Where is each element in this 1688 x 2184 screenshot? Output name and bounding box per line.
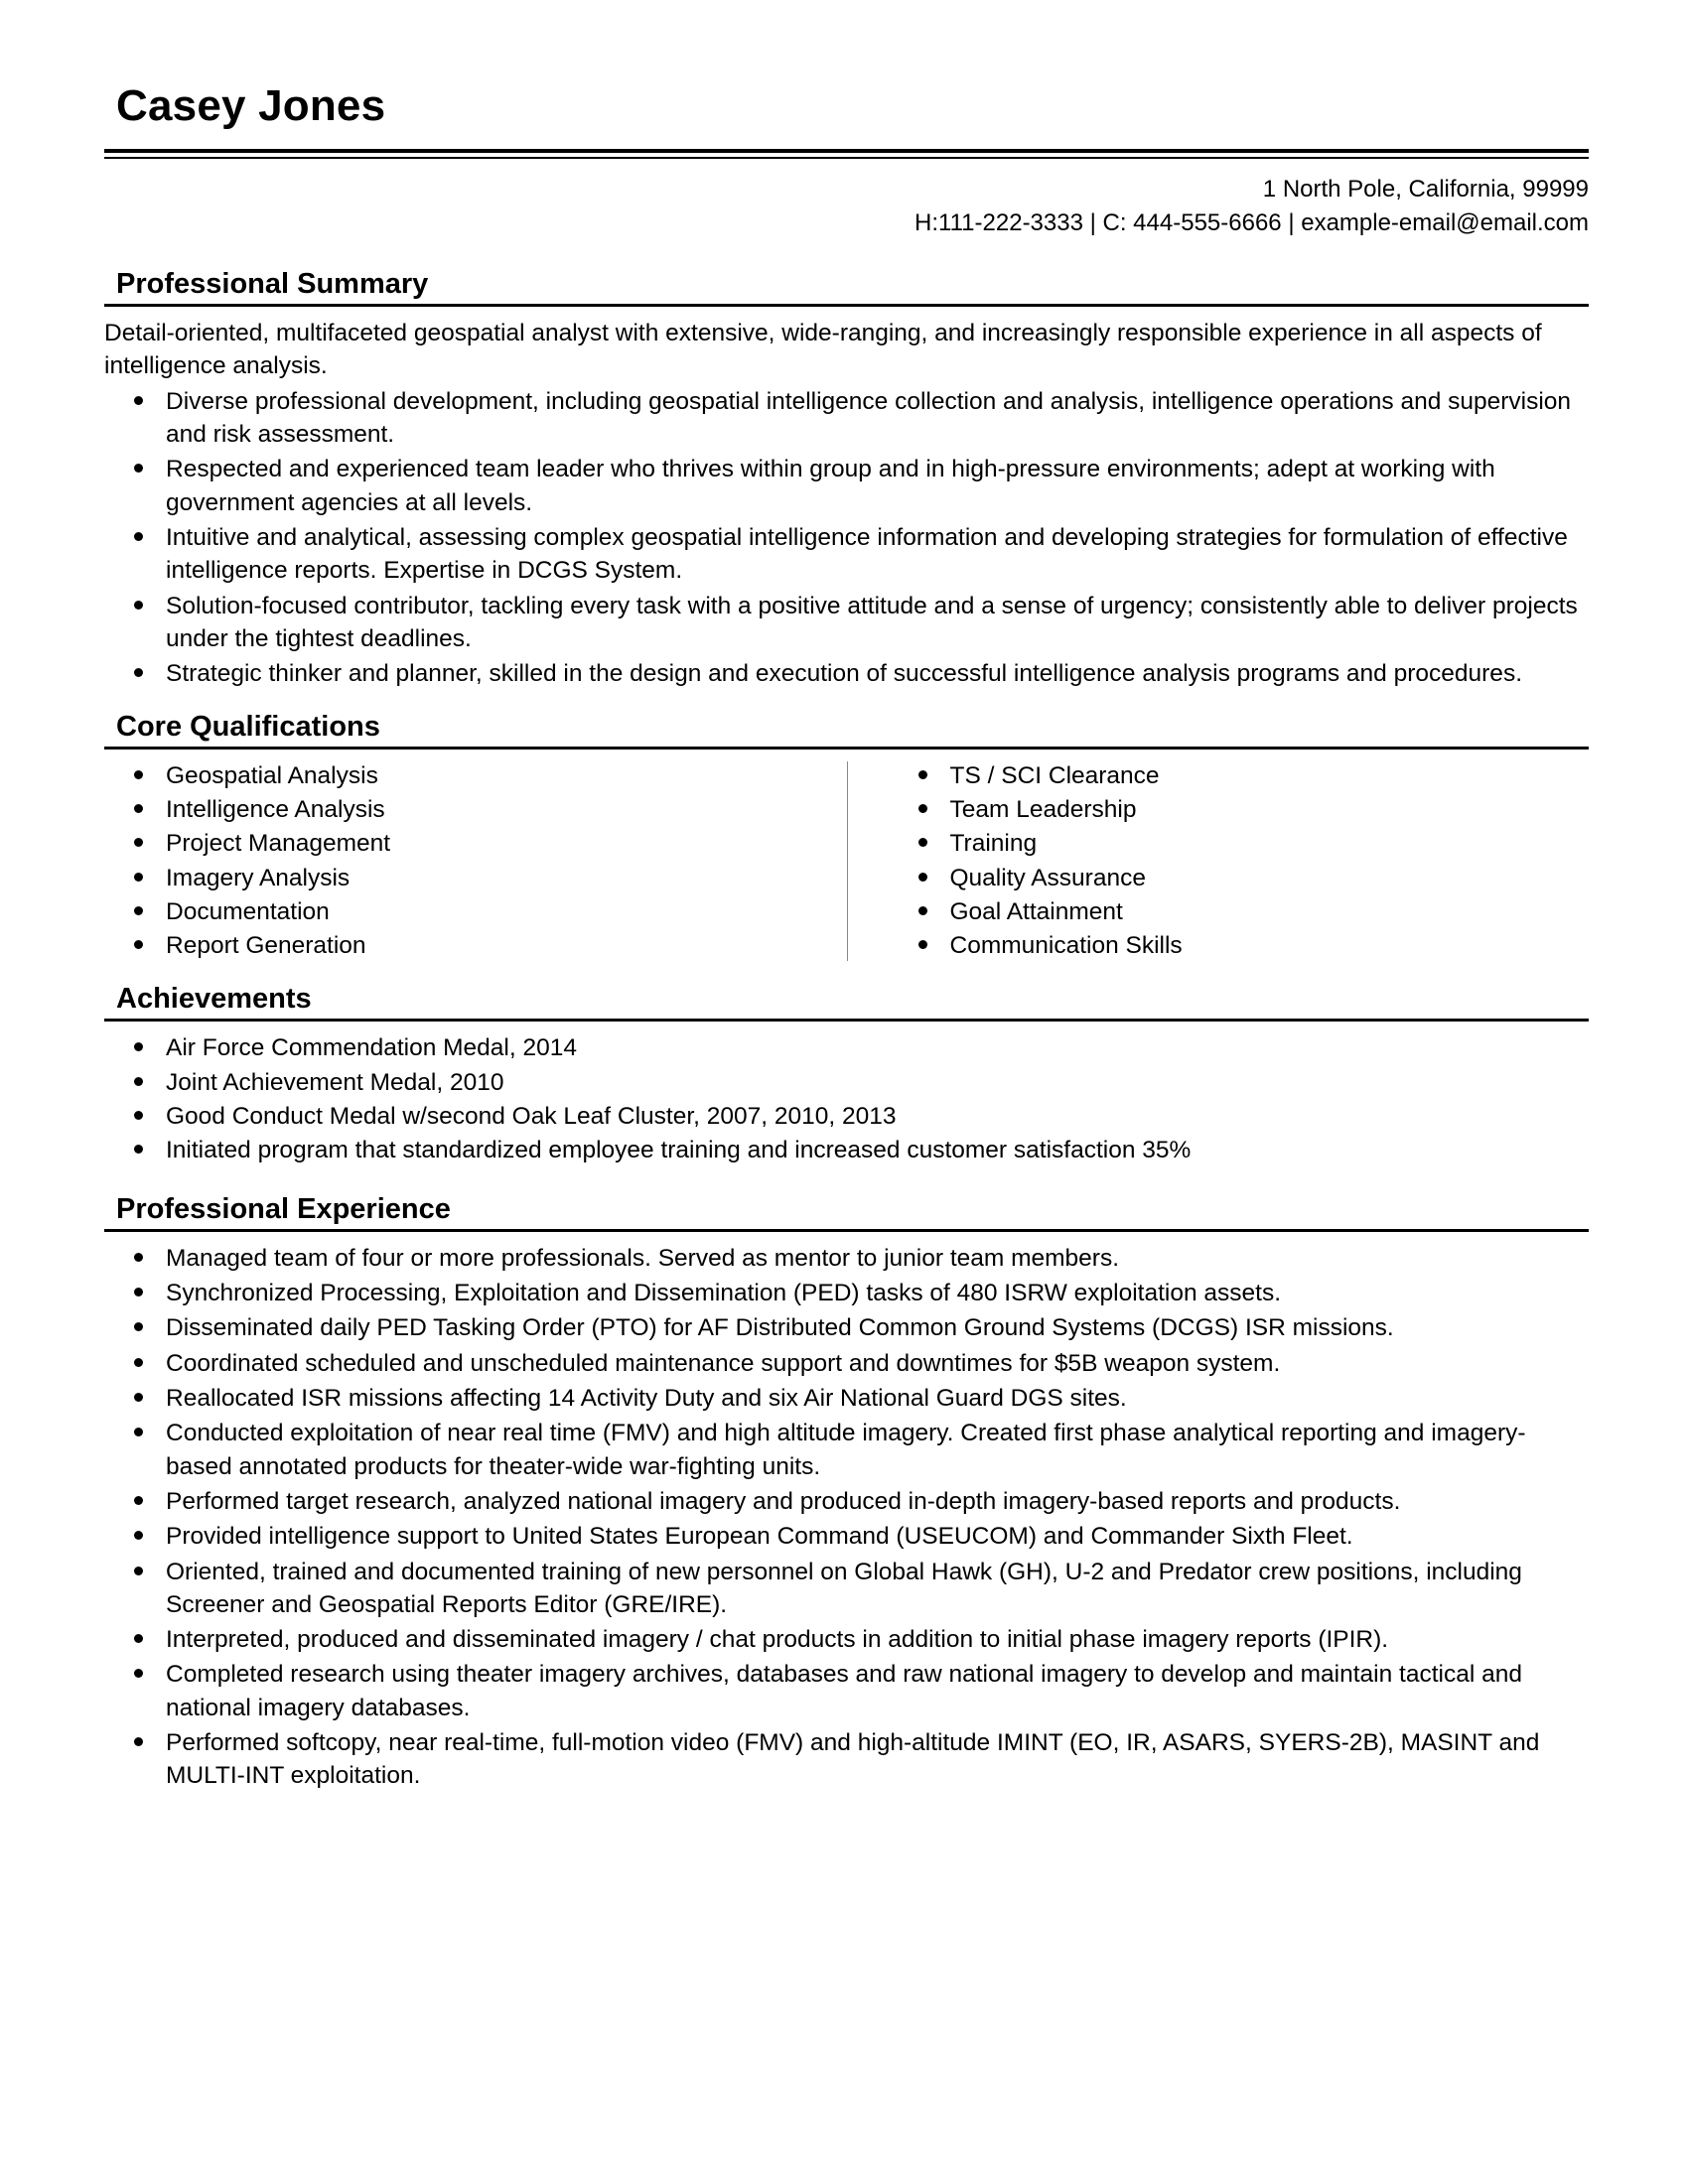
list-item: Good Conduct Medal w/second Oak Leaf Cluster, 2007, 2010, 2013	[104, 1100, 1589, 1133]
list-item: Report Generation	[104, 929, 847, 962]
list-item: Solution-focused contributor, tackling every task with a positive attitude and a sense of urgency; consistently able to deliver projects under the tightest deadlines.	[104, 590, 1589, 656]
list-item: Oriented, trained and documented training of new personnel on Global Hawk (GH), U-2 and Predator crew positions, including Screener and Geospatial Reports Editor (GRE/IRE).	[104, 1556, 1589, 1622]
list-item: Disseminated daily PED Tasking Order (PTO) for AF Distributed Common Ground Systems (DCGS) ISR missions.	[104, 1311, 1589, 1344]
list-item: Initiated program that standardized employee training and increased customer satisfaction 35%	[104, 1134, 1589, 1166]
list-item: Air Force Commendation Medal, 2014	[104, 1031, 1589, 1064]
list-item: Communication Skills	[889, 929, 1590, 962]
list-item: Intuitive and analytical, assessing complex geospatial intelligence information and developing strategies for formulation of effective intelligence reports. Expertise in DCGS System.	[104, 521, 1589, 588]
list-item: Conducted exploitation of near real time (FMV) and high altitude imagery. Created first phase analytical reporting and imagery-based annotated products for theater-wide war-fighting units.	[104, 1417, 1589, 1483]
qualifications-left-column	[104, 759, 847, 964]
section-title-summary: Professional Summary	[116, 268, 429, 301]
list-item: Completed research using theater imagery archives, databases and raw national imagery to develop and maintain tactical and national imagery databases.	[104, 1658, 1589, 1724]
contact-address: 1 North Pole, California, 99999	[1262, 176, 1589, 203]
section-core-qualifications	[104, 711, 1589, 964]
list-item: Respected and experienced team leader who thrives within group and in high-pressure environments; adept at working with government agencies at all levels.	[104, 453, 1589, 519]
resume-header	[104, 81, 1589, 240]
list-item: Performed softcopy, near real-time, full-motion video (FMV) and high-altitude IMINT (EO, IR, ASARS, SYERS-2B), MASINT and MULTI-INT exploitation.	[104, 1726, 1589, 1793]
list-item: Reallocated ISR missions affecting 14 Activity Duty and six Air National Guard DGS sites.	[104, 1382, 1589, 1415]
candidate-name: Casey Jones	[116, 81, 386, 130]
contact-block	[104, 173, 1589, 240]
list-item: Interpreted, produced and disseminated imagery / chat products in addition to initial phase imagery reports (IPIR).	[104, 1623, 1589, 1656]
section-title-achievements: Achievements	[116, 983, 312, 1016]
qualifications-right-column	[847, 759, 1590, 964]
qualifications-left-list	[104, 759, 847, 963]
section-rule-achievements	[104, 1019, 1589, 1022]
section-rule-summary	[104, 304, 1589, 307]
section-title-qualifications: Core Qualifications	[116, 710, 380, 743]
list-item: Imagery Analysis	[104, 862, 847, 894]
list-item: Strategic thinker and planner, skilled in the design and execution of successful intelligence analysis programs and procedures.	[104, 657, 1589, 690]
header-divider	[104, 149, 1589, 159]
list-item: Training	[889, 827, 1590, 860]
list-item: TS / SCI Clearance	[889, 759, 1590, 792]
experience-list	[104, 1242, 1589, 1793]
list-item: Managed team of four or more professionals. Served as mentor to junior team members.	[104, 1242, 1589, 1275]
list-item: Geospatial Analysis	[104, 759, 847, 792]
list-item: Performed target research, analyzed national imagery and produced in-depth imagery-based reports and products.	[104, 1485, 1589, 1518]
section-professional-experience	[104, 1193, 1589, 1793]
list-item: Quality Assurance	[889, 862, 1590, 894]
section-rule-experience	[104, 1229, 1589, 1232]
list-item: Team Leadership	[889, 793, 1590, 826]
list-item: Documentation	[104, 895, 847, 928]
list-item: Provided intelligence support to United States European Command (USEUCOM) and Commander Sixth Fleet.	[104, 1520, 1589, 1553]
list-item: Diverse professional development, including geospatial intelligence collection and analysis, intelligence operations and supervision and risk assessment.	[104, 385, 1589, 452]
qualifications-columns	[104, 759, 1589, 964]
list-item: Synchronized Processing, Exploitation and Dissemination (PED) tasks of 480 ISRW exploitation assets.	[104, 1277, 1589, 1309]
section-rule-qualifications	[104, 747, 1589, 750]
achievements-list	[104, 1031, 1589, 1166]
section-title-experience: Professional Experience	[116, 1192, 451, 1225]
list-item: Intelligence Analysis	[104, 793, 847, 826]
section-professional-summary	[104, 268, 1589, 690]
list-item: Joint Achievement Medal, 2010	[104, 1066, 1589, 1099]
list-item: Coordinated scheduled and unscheduled maintenance support and downtimes for $5B weapon system.	[104, 1347, 1589, 1380]
contact-phone-email: H:111-222-3333 | C: 444-555-6666 | example-email@email.com	[914, 209, 1589, 237]
list-item: Goal Attainment	[889, 895, 1590, 928]
summary-intro: Detail-oriented, multifaceted geospatial analyst with extensive, wide-ranging, and increasingly responsible experience in all aspects of intelligence analysis.	[104, 320, 1542, 380]
column-divider	[847, 761, 848, 962]
qualifications-right-list	[889, 759, 1590, 963]
summary-bullet-list	[104, 385, 1589, 691]
section-achievements	[104, 983, 1589, 1166]
list-item: Project Management	[104, 827, 847, 860]
